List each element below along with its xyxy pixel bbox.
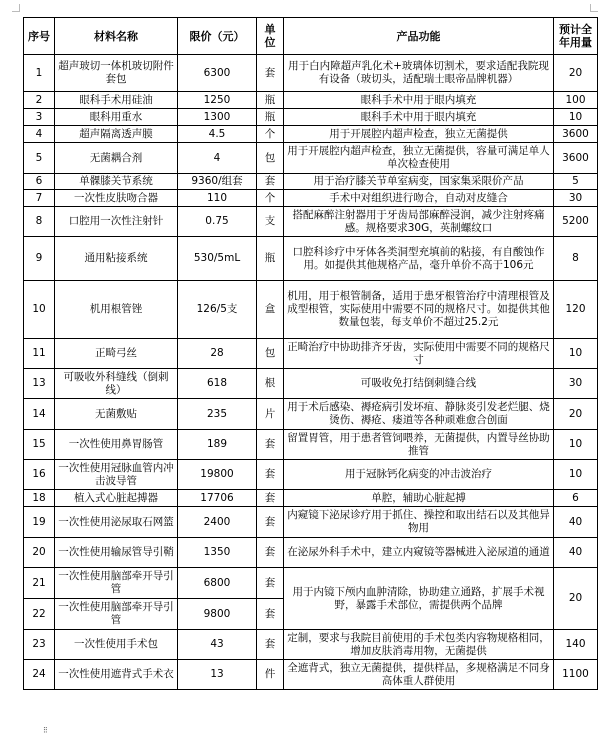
row-function: 可吸收免打结倒刺缝合线: [284, 369, 554, 399]
row-price: 4.5: [178, 126, 257, 143]
row-name: 眼科用重水: [55, 109, 178, 126]
row-unit: 支: [257, 207, 284, 237]
header-no: 序号: [24, 18, 55, 55]
row-price: 4: [178, 143, 257, 174]
table-row: [24, 237, 598, 281]
row-function: 用于术后感染、褥疮病引发坏疽、静脉炎引发老烂腿、烧烫伤、褥疮、瘘道等各种顽难愈合创面: [284, 399, 554, 430]
table-row: [24, 507, 598, 538]
row-quantity: 30: [554, 369, 598, 399]
row-no: 3: [24, 109, 55, 126]
row-no: 16: [24, 460, 55, 490]
row-no: 22: [24, 599, 55, 630]
row-price: 126/5支: [178, 281, 257, 339]
row-unit: 瓶: [257, 109, 284, 126]
row-price: 9360/组套: [178, 174, 257, 190]
row-no: 11: [24, 339, 55, 369]
row-no: 23: [24, 630, 55, 660]
table-row: [24, 630, 598, 660]
row-unit: 件: [257, 660, 284, 690]
row-price: 1300: [178, 109, 257, 126]
row-unit: 套: [257, 630, 284, 660]
row-quantity: 8: [554, 237, 598, 281]
row-quantity: 30: [554, 190, 598, 207]
header-price: 限价（元）: [178, 18, 257, 55]
row-price: 6800: [178, 568, 257, 599]
row-name: 一次性皮肤吻合器: [55, 190, 178, 207]
row-price: 2400: [178, 507, 257, 538]
header-row: [24, 18, 598, 55]
row-function: 搭配麻醉注射器用于牙齿局部麻醉浸润，减少注射疼痛感。规格要求30G，英制螺纹口: [284, 207, 554, 237]
row-unit: 根: [257, 369, 284, 399]
row-name: 一次性使用遮背式手术衣: [55, 660, 178, 690]
row-function: 定制，要求与我院目前使用的手术包类内容物规格相同，增加皮肤消毒用物，无菌提供: [284, 630, 554, 660]
row-quantity: 3600: [554, 143, 598, 174]
row-quantity: 40: [554, 538, 598, 568]
row-no: 10: [24, 281, 55, 339]
row-function: 正畸治疗中协助排齐牙齿，实际使用中需要不同的规格尺寸: [284, 339, 554, 369]
row-no: 7: [24, 190, 55, 207]
row-name: 口腔用一次性注射针: [55, 207, 178, 237]
row-function: 用于开展腔内超声检查，独立无菌提供: [284, 126, 554, 143]
row-name: 一次性使用脑部牵开导引管: [55, 599, 178, 630]
row-no: 5: [24, 143, 55, 174]
row-no: 14: [24, 399, 55, 430]
row-unit: 套: [257, 460, 284, 490]
row-price: 530/5mL: [178, 237, 257, 281]
row-price: 110: [178, 190, 257, 207]
row-unit: 个: [257, 126, 284, 143]
table-row: [24, 568, 598, 599]
row-function: 用于内镜下颅内血肿清除，协助建立通路，扩展手术视野，暴露手术部位，需提供两个品牌: [284, 568, 554, 630]
row-function: 口腔科诊疗中牙体各类洞型充填前的粘接，有自酸蚀作用。如提供其他规格产品，毫升单价不高于106元: [284, 237, 554, 281]
table-row: [24, 660, 598, 690]
row-no: 9: [24, 237, 55, 281]
row-no: 20: [24, 538, 55, 568]
row-unit: 套: [257, 568, 284, 599]
row-unit: 瓶: [257, 92, 284, 109]
row-name: 无菌耦合剂: [55, 143, 178, 174]
page-corner-mark-right: [590, 4, 598, 12]
table-move-handle-icon[interactable]: ⁝⁝: [43, 726, 47, 736]
table-row: [24, 538, 598, 568]
row-quantity: 140: [554, 630, 598, 660]
header-function: 产品功能: [284, 18, 554, 55]
row-no: 2: [24, 92, 55, 109]
row-name: 通用粘接系统: [55, 237, 178, 281]
row-quantity: 5200: [554, 207, 598, 237]
header-unit: 单位: [257, 18, 284, 55]
row-unit: 包: [257, 143, 284, 174]
row-no: 19: [24, 507, 55, 538]
row-function: 用于治疗膝关节单室病变，国家集采限价产品: [284, 174, 554, 190]
row-name: 无菌敷贴: [55, 399, 178, 430]
row-no: 8: [24, 207, 55, 237]
row-function: 用于白内障超声乳化术+玻璃体切割术，要求适配我院现有设备（玻切头，适配瑞士眼帝品牌机器）: [284, 55, 554, 92]
table-row: [24, 281, 598, 339]
row-quantity: 120: [554, 281, 598, 339]
table-row: [24, 92, 598, 109]
row-no: 18: [24, 490, 55, 507]
row-quantity: 20: [554, 55, 598, 92]
row-no: 13: [24, 369, 55, 399]
row-unit: 套: [257, 599, 284, 630]
table-row: [24, 190, 598, 207]
table-row: [24, 430, 598, 460]
row-unit: 套: [257, 507, 284, 538]
row-quantity: 5: [554, 174, 598, 190]
row-name: 一次性使用鼻胃肠管: [55, 430, 178, 460]
row-quantity: 6: [554, 490, 598, 507]
row-price: 1250: [178, 92, 257, 109]
row-quantity: 100: [554, 92, 598, 109]
row-name: 可吸收外科缝线（倒刺线）: [55, 369, 178, 399]
row-unit: 片: [257, 399, 284, 430]
header-quantity: 预计全年用量: [554, 18, 598, 55]
row-price: 1350: [178, 538, 257, 568]
row-no: 4: [24, 126, 55, 143]
row-name: 一次性使用输尿管导引鞘: [55, 538, 178, 568]
table-row: [24, 490, 598, 507]
table-row: [24, 174, 598, 190]
row-no: 1: [24, 55, 55, 92]
table-row: [24, 460, 598, 490]
row-quantity: 1100: [554, 660, 598, 690]
table-row: [24, 143, 598, 174]
row-quantity: 20: [554, 399, 598, 430]
row-price: 618: [178, 369, 257, 399]
row-unit: 套: [257, 490, 284, 507]
row-no: 21: [24, 568, 55, 599]
row-price: 0.75: [178, 207, 257, 237]
row-price: 235: [178, 399, 257, 430]
table-row: [24, 369, 598, 399]
row-unit: 包: [257, 339, 284, 369]
row-function: 用于开展腔内超声检查，独立无菌提供，容量可满足单人单次检查使用: [284, 143, 554, 174]
row-function: 机用，用于根管制备，适用于患牙根管治疗中清理根管及成型根管，实际使用中需要不同的规格尺寸。如提供其他数量包装，每支单价不超过25.2元: [284, 281, 554, 339]
row-price: 189: [178, 430, 257, 460]
row-function: 内窥镜下泌尿诊疗用于抓住、操控和取出结石以及其他异物用: [284, 507, 554, 538]
row-function: 眼科手术中用于眼内填充: [284, 92, 554, 109]
row-unit: 盒: [257, 281, 284, 339]
page-corner-mark-left: [12, 4, 20, 12]
row-name: 超声玻切一体机玻切附件套包: [55, 55, 178, 92]
row-no: 6: [24, 174, 55, 190]
row-unit: 个: [257, 190, 284, 207]
row-price: 6300: [178, 55, 257, 92]
row-name: 单髁膝关节系统: [55, 174, 178, 190]
row-quantity: 10: [554, 430, 598, 460]
row-name: 一次性使用冠脉血管内冲击波导管: [55, 460, 178, 490]
row-price: 17706: [178, 490, 257, 507]
row-quantity: 20: [554, 568, 598, 630]
row-no: 24: [24, 660, 55, 690]
table-row: [24, 399, 598, 430]
row-quantity: 3600: [554, 126, 598, 143]
table-row: [24, 55, 598, 92]
row-name: 机用根管锉: [55, 281, 178, 339]
materials-table: [23, 17, 598, 690]
row-name: 一次性使用脑部牵开导引管: [55, 568, 178, 599]
row-price: 13: [178, 660, 257, 690]
row-quantity: 10: [554, 339, 598, 369]
row-unit: 套: [257, 430, 284, 460]
row-function: 眼科手术中用于眼内填充: [284, 109, 554, 126]
row-price: 9800: [178, 599, 257, 630]
header-name: 材料名称: [55, 18, 178, 55]
row-price: 43: [178, 630, 257, 660]
table-row: [24, 109, 598, 126]
row-unit: 套: [257, 174, 284, 190]
row-function: 单腔，辅助心脏起搏: [284, 490, 554, 507]
row-unit: 套: [257, 55, 284, 92]
row-name: 一次性使用手术包: [55, 630, 178, 660]
row-price: 28: [178, 339, 257, 369]
row-function: 手术中对组织进行吻合，自动对皮缝合: [284, 190, 554, 207]
row-quantity: 40: [554, 507, 598, 538]
row-function: 全遮背式，独立无菌提供，提供样品，多规格满足不同身高体重人群使用: [284, 660, 554, 690]
table-row: [24, 126, 598, 143]
row-unit: 瓶: [257, 237, 284, 281]
table-row: [24, 207, 598, 237]
row-unit: 套: [257, 538, 284, 568]
table-row: [24, 339, 598, 369]
row-name: 眼科手术用硅油: [55, 92, 178, 109]
row-name: 正畸弓丝: [55, 339, 178, 369]
row-name: 一次性使用泌尿取石网篮: [55, 507, 178, 538]
row-price: 19800: [178, 460, 257, 490]
row-function: 用于冠脉钙化病变的冲击波治疗: [284, 460, 554, 490]
row-no: 15: [24, 430, 55, 460]
row-name: 超声隔离透声膜: [55, 126, 178, 143]
row-quantity: 10: [554, 109, 598, 126]
row-name: 植入式心脏起搏器: [55, 490, 178, 507]
row-function: 在泌尿外科手术中，建立内窥镜等器械进入泌尿道的通道: [284, 538, 554, 568]
row-function: 留置胃管，用于患者管饲喂养，无菌提供，内置导丝协助推管: [284, 430, 554, 460]
row-quantity: 10: [554, 460, 598, 490]
